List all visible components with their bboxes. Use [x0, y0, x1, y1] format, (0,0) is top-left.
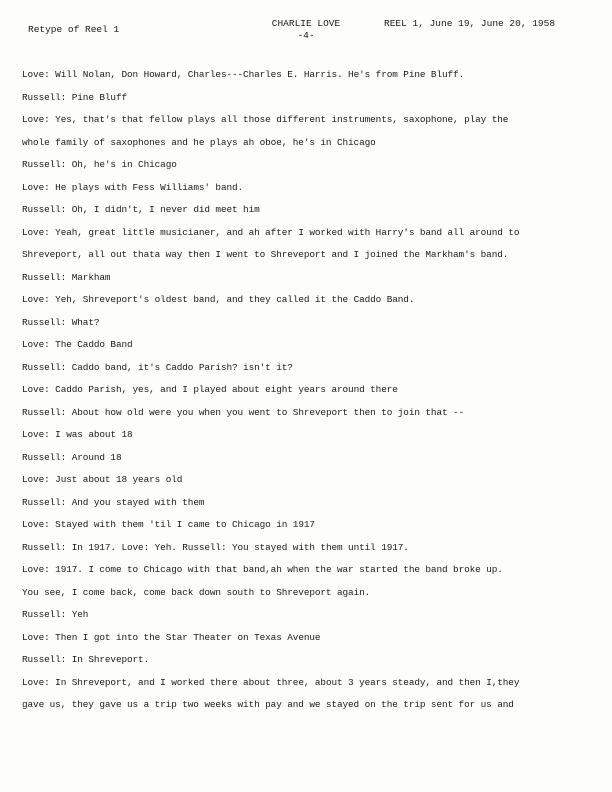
line-text: Just about 18 years old	[55, 474, 183, 485]
transcript-line	[22, 604, 590, 627]
transcript-line	[22, 154, 590, 177]
transcript-line	[22, 289, 590, 312]
line-text: 1917. I come to Chicago with that band,ah when the war started the band broke up.	[55, 564, 503, 575]
header-reel-label: Retype of Reel 1	[28, 24, 120, 35]
speaker-label: Love:	[22, 384, 50, 395]
header-title: CHARLIE LOVE	[271, 18, 341, 29]
transcript-line	[22, 357, 590, 380]
line-text: Stayed with them 'til I came to Chicago in 1917	[55, 519, 315, 530]
line-text: In 1917. Love: Yeh. Russell: You stayed with them until 1917.	[71, 541, 409, 553]
page-header	[28, 18, 588, 48]
transcript-line	[22, 379, 590, 402]
transcript-line	[22, 64, 590, 87]
line-text: I was about 18	[55, 429, 133, 440]
transcript-line	[22, 402, 590, 425]
transcript-line	[22, 109, 590, 132]
transcript-line	[22, 222, 590, 245]
line-text: Yeah, great little musicianer, and ah after I worked with Harry's band all around to	[55, 226, 520, 238]
transcript-line	[22, 312, 590, 335]
line-text: Around 18	[71, 451, 122, 463]
transcript-line	[22, 649, 590, 672]
line-text: Yeh	[71, 609, 89, 620]
transcript-line	[22, 334, 590, 357]
speaker-label: Russell:	[22, 204, 67, 215]
speaker-label: Love:	[22, 69, 50, 80]
speaker-label: Russell:	[22, 159, 67, 170]
transcript-line	[22, 559, 590, 582]
transcript-body	[22, 64, 590, 717]
speaker-label: Russell:	[22, 406, 67, 418]
speaker-label: Love:	[22, 226, 50, 238]
line-text: Oh, I didn't, I never did meet him	[71, 204, 260, 215]
transcript-line	[22, 469, 590, 492]
line-text: He plays with Fess Williams' band.	[55, 181, 244, 193]
speaker-label: Love:	[22, 564, 50, 575]
speaker-label: Love:	[22, 474, 50, 485]
line-text: In Shreveport, and I worked there about three, about 3 years steady, and then I,they	[55, 676, 520, 688]
line-text: And you stayed with them	[71, 496, 205, 508]
transcript-line	[22, 537, 590, 560]
page-number: -4-	[297, 30, 315, 41]
header-reel-dates: REEL 1, June 19, June 20, 1958	[384, 18, 556, 29]
speaker-label: Love:	[22, 631, 50, 643]
transcript-line	[22, 199, 590, 222]
transcript-line	[22, 492, 590, 515]
speaker-label: Russell:	[22, 316, 67, 328]
transcript-line	[22, 424, 590, 447]
line-text: Caddo band, it's Caddo Parish? isn't it?	[71, 361, 293, 373]
transcript-line	[22, 514, 590, 537]
transcript-line	[22, 244, 590, 267]
line-text: In Shreveport.	[71, 654, 150, 665]
speaker-label: Love:	[22, 181, 50, 193]
line-text: About how old were you when you went to Shreveport then to join that --	[71, 406, 465, 418]
speaker-label: Love:	[22, 676, 50, 688]
line-text: Pine Bluff	[71, 91, 128, 103]
line-text: The Caddo Band	[55, 339, 133, 350]
line-text: Shreveport, all out thata way then I went to Shreveport and I joined the Markham's band.	[22, 249, 509, 260]
speaker-label: Russell:	[22, 496, 67, 508]
speaker-label: Russell:	[22, 91, 67, 103]
speaker-label: Russell:	[22, 271, 67, 283]
line-text: Yeh, Shreveport's oldest band, and they called it the Caddo Band.	[55, 294, 415, 305]
line-text: Will Nolan, Don Howard, Charles---Charles E. Harris. He's from Pine Bluff.	[55, 69, 465, 80]
speaker-label: Love:	[22, 294, 50, 305]
line-text: You see, I come back, come back down south to Shreveport again.	[22, 586, 371, 598]
line-text: Then I got into the Star Theater on Texas Avenue	[55, 631, 321, 643]
transcript-line	[22, 582, 590, 605]
line-text: What?	[71, 316, 100, 328]
transcript-line	[22, 177, 590, 200]
speaker-label: Russell:	[22, 361, 67, 373]
line-text: Caddo Parish, yes, and I played about eight years around there	[55, 384, 398, 395]
speaker-label: Love:	[22, 429, 50, 440]
speaker-label: Love:	[22, 339, 50, 350]
speaker-label: Russell:	[22, 609, 67, 620]
line-text: Markham	[71, 271, 111, 283]
line-text: Oh, he's in Chicago	[71, 159, 177, 170]
line-text: whole family of saxophones and he plays ah oboe, he's in Chicago	[22, 136, 376, 148]
transcript-line	[22, 132, 590, 155]
transcript-line	[22, 627, 590, 650]
transcript-line	[22, 694, 590, 717]
header-title-block	[256, 18, 356, 42]
line-text: gave us, they gave us a trip two weeks with pay and we stayed on the trip sent for us and	[22, 699, 514, 710]
transcript-line	[22, 447, 590, 470]
transcript-line	[22, 267, 590, 290]
transcript-line	[22, 672, 590, 695]
speaker-label: Russell:	[22, 541, 67, 553]
speaker-label: Russell:	[22, 451, 67, 463]
speaker-label: Love:	[22, 519, 50, 530]
transcript-line	[22, 87, 590, 110]
line-text: Yes, that's that fellow plays all those different instruments, saxophone, play the	[55, 114, 509, 125]
speaker-label: Love:	[22, 114, 50, 125]
speaker-label: Russell:	[22, 654, 67, 665]
